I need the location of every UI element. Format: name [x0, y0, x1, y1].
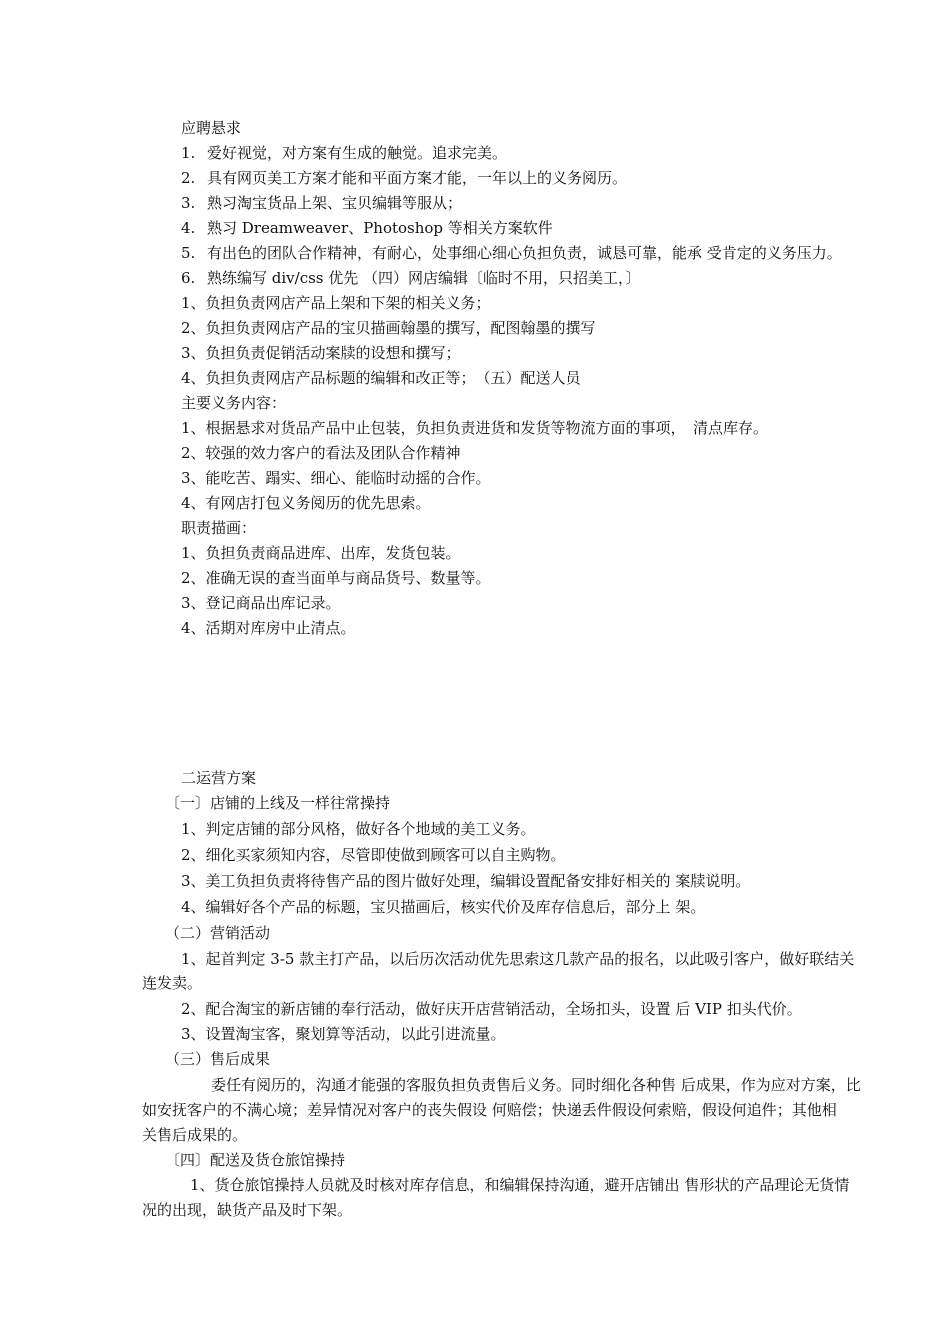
paragraph-line: 况的出现，缺货产品及时下架。: [142, 1201, 353, 1219]
editor-duty-item: 3、负担负责促销活动案牍的设想和撰写；: [181, 344, 461, 362]
paragraph-line: 委任有阅历的，沟通才能强的客服负担负责售后义务。同时细化各种售 后成果，作为应对方案，比: [211, 1076, 861, 1094]
requirement-item: [181, 143, 507, 163]
section-heading-requirements: 应聘悬求: [181, 119, 242, 137]
list-text: 爱好视觉，对方案有生成的触觉。追求完美。: [207, 144, 508, 162]
main-task-item: 2、较强的效力客户的看法及团队合作精神: [181, 444, 461, 462]
subsection-heading: （三）售后成果: [165, 1050, 271, 1068]
list-number: 1.: [181, 144, 196, 162]
main-tasks-heading: 主要义务内容：: [181, 394, 287, 412]
main-task-item: 4、有网店打包义务阅历的优先思索。: [181, 494, 431, 512]
requirement-item: [181, 168, 627, 188]
list-text: 熟习淘宝货品上架、宝贝编辑等服从；: [207, 194, 463, 212]
editor-duty-item: 2、负担负责网店产品的宝贝描画翰墨的撰写，配图翰墨的撰写: [181, 319, 596, 337]
requirement-item: [181, 218, 553, 238]
requirement-item: [181, 268, 641, 288]
requirement-item: [181, 193, 462, 213]
duty-item: 2、准确无误的查当面单与商品货号、数量等。: [181, 569, 491, 587]
list-text: 熟习 Dreamweaver、Photoshop 等相关方案软件: [207, 219, 553, 237]
list-number: 3.: [181, 194, 196, 212]
editor-duty-item: 4、负担负责网店产品标题的编辑和改正等； （五）配送人员: [181, 369, 581, 387]
duty-item: 1、负担负责商品进库、出库，发货包装。: [181, 544, 461, 562]
list-number: 4.: [181, 219, 196, 237]
requirement-item: [181, 243, 842, 263]
main-task-item: 1、根据悬求对货品产品中止包装，负担负责进货和发货等物流方面的事项， 清点库存。: [181, 419, 769, 437]
list-number: 6.: [181, 269, 196, 287]
editor-duty-item: 1、负担负责网店产品上架和下架的相关义务；: [181, 294, 491, 312]
paragraph-line: 如安抚客户的不满心境；差异情况对客户的丧失假设 何赔偿；快递丢件假设何索赔，假设何追件；其他相: [142, 1101, 837, 1119]
paragraph-line: 1、货仓旅馆操持人员就及时核对库存信息，和编辑保持沟通，避开店铺出 售形状的产品理论无货情: [190, 1176, 850, 1194]
subsection-item: 3、美工负担负责将待售产品的图片做好处理，编辑设置配备安排好相关的 案牍说明。: [181, 872, 751, 890]
duties-heading: 职责描画：: [181, 519, 257, 537]
list-text: 具有网页美工方案才能和平面方案才能，一年以上的义务阅历。: [207, 169, 628, 187]
subsection-item: 2、配合淘宝的新店铺的奉行活动，做好庆开店营销活动，全场扣头，设置 后 VIP 扣头代价。: [181, 1000, 802, 1018]
duty-item: 4、活期对库房中止清点。: [181, 619, 356, 637]
subsection-item: 1、判定店铺的部分风格，做好各个地域的美工义务。: [181, 820, 536, 838]
subsection-item: 4、编辑好各个产品的标题，宝贝描画后，核实代价及库存信息后，部分上 架。: [181, 898, 706, 916]
paragraph-line: 连发卖。: [142, 974, 203, 992]
list-number: 5.: [181, 244, 196, 262]
duty-item: 3、登记商品出库记录。: [181, 594, 341, 612]
main-task-item: 3、能吃苦、蹋实、细心、能临时动摇的合作。: [181, 469, 491, 487]
subsection-item: 3、设置淘宝客，聚划算等活动，以此引进流量。: [181, 1025, 506, 1043]
subsection-heading: 〔一〕店铺的上线及一样往常操持: [165, 794, 391, 812]
subsection-heading: 〔四〕配送及货仓旅馆操持: [165, 1151, 346, 1169]
subsection-item: 2、细化买家须知内容，尽管即使做到顾客可以自主购物。: [181, 846, 566, 864]
list-text: 有出色的团队合作精神，有耐心，处事细心细心负担负责，诚恳可靠，能承 受肯定的义务压力。: [207, 244, 842, 262]
paragraph-line: 关售后成果的。: [142, 1126, 248, 1144]
list-text: 熟练编写 div/css 优先 （四）网店编辑〔临时不用，只招美工，〕: [207, 269, 641, 287]
list-number: 2.: [181, 169, 196, 187]
section-heading-operations: 二运营方案: [181, 769, 257, 787]
paragraph-line: 1、起首判定 3-5 款主打产品，以后历次活动优先思索这几款产品的报名，以此吸引客户，做好联结关: [181, 950, 855, 968]
subsection-heading: （二）营销活动: [165, 924, 271, 942]
